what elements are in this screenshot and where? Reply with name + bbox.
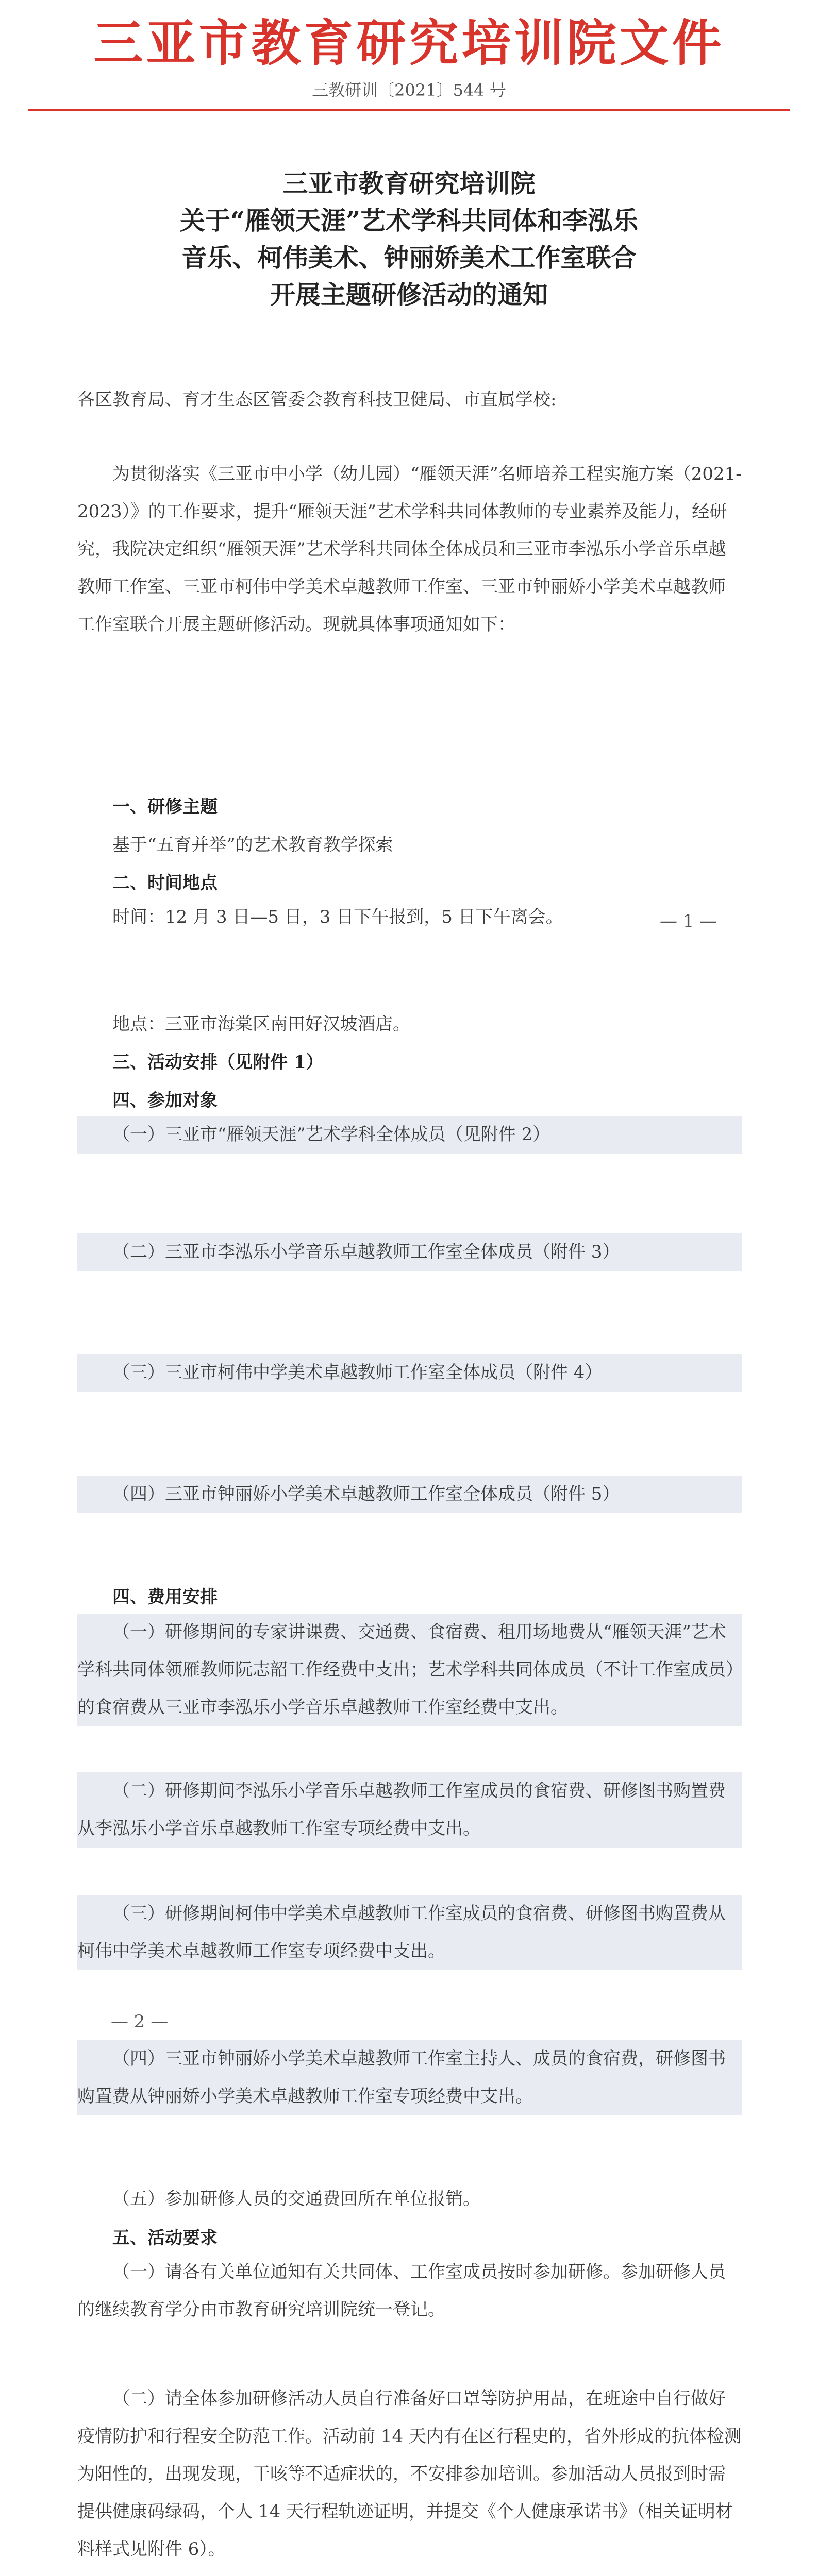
page-number-2: — 2 — [111,2011,169,2032]
section-4-item-2: （二）三亚市李泓乐小学音乐卓越教师工作室全体成员（附件 3） [77,1233,742,1271]
section-1-text: 基于“五育并举”的艺术教育教学探索 [112,835,393,855]
section-3-heading: 三、活动安排（见附件 1） [112,1052,324,1073]
salutation: 各区教育局、育才生态区管委会教育科技卫健局、市直属学校: [77,389,557,410]
document-number: 三教研训〔2021〕544 号 [312,80,506,100]
section-5-heading: 四、费用安排 [112,1587,218,1607]
notice-title-line-2: 音乐、柯伟美术、钟丽娇美术工作室联合 [181,243,637,273]
header-red-divider [28,109,790,111]
page-number-1: — 1 — [660,911,717,931]
section-4-heading: 四、参加对象 [112,1090,218,1111]
section-6-heading: 五、活动要求 [112,2228,218,2248]
document-header-title: 三亚市教育研究培训院文件 [93,14,725,72]
section-4-item-1: （一）三亚市“雁领天涯”艺术学科全体成员（见附件 2） [77,1116,742,1154]
section-4-item-4: （四）三亚市钟丽娇小学美术卓越教师工作室全体成员（附件 5） [77,1476,742,1513]
fees-item-1: （一）研修期间的专家讲课费、交通费、食宿费、租用场地费从“雁领天涯”艺术学科共同体领雁教师阮志韶工作经费中支出；艺术学科共同体成员（不计工作室成员）的食宿费从三亚市李泓乐小学音乐卓越教师工作室经费中支出。 [77,1614,742,1726]
fees-item-4: （四）三亚市钟丽娇小学美术卓越教师工作室主持人、成员的食宿费，研修图书购置费从钟丽娇小学美术卓越教师工作室专项经费中支出。 [77,2040,742,2115]
notice-title-line-1: 关于“雁领天涯”艺术学科共同体和李泓乐 [179,206,639,235]
notice-issuer: 三亚市教育研究培训院 [282,168,536,198]
requirement-item-2: （二）请全体参加研修活动人员自行准备好口罩等防护用品，在班途中自行做好疫情防护和行程安全防范工作。活动前 14 天内有在区行程史的，省外形成的抗体检测为阳性的，出现发现，干咳等不适症状的，不安排参加培训。参加活动人员报到时需提供健康码绿码，个人 14 天行程轨迹证明，并提交《个人健康承诺书》（相关证明材料样式见附件 6）。 [77,2388,742,2560]
section-2-time: 时间：12 月 3 日—5 日，3 日下午报到，5 日下午离会。 [112,907,563,927]
intro-paragraph: 为贯彻落实《三亚市中小学（幼儿园）“雁领天涯”名师培养工程实施方案（2021-2023）》的工作要求，提升“雁领天涯”艺术学科共同体教师的专业素养及能力，经研究，我院决定组织“雁领天涯”艺术学科共同体全体成员和三亚市李泓乐小学音乐卓越教师工作室、三亚市柯伟中学美术卓越教师工作室、三亚市钟丽娇小学美术卓越教师工作室联合开展主题研修活动。现就具体事项通知如下： [77,464,742,635]
section-1-heading: 一、研修主题 [112,796,218,817]
fees-item-2: （二）研修期间李泓乐小学音乐卓越教师工作室成员的食宿费、研修图书购置费从李泓乐小学音乐卓越教师工作室专项经费中支出。 [77,1772,742,1848]
fees-item-5: （五）参加研修人员的交通费回所在单位报销。 [112,2189,480,2209]
section-2-place: 地点：三亚市海棠区南田好汉坡酒店。 [112,1014,410,1035]
section-2-heading: 二、时间地点 [112,873,218,893]
section-4-item-3: （三）三亚市柯伟中学美术卓越教师工作室全体成员（附件 4） [77,1354,742,1392]
notice-title-line-3: 开展主题研修活动的通知 [270,280,548,310]
requirement-item-1: （一）请各有关单位通知有关共同体、工作室成员按时参加研修。参加研修人员的继续教育学分由市教育研究培训院统一登记。 [77,2262,726,2320]
fees-item-3: （三）研修期间柯伟中学美术卓越教师工作室成员的食宿费、研修图书购置费从柯伟中学美术卓越教师工作室专项经费中支出。 [77,1895,742,1970]
